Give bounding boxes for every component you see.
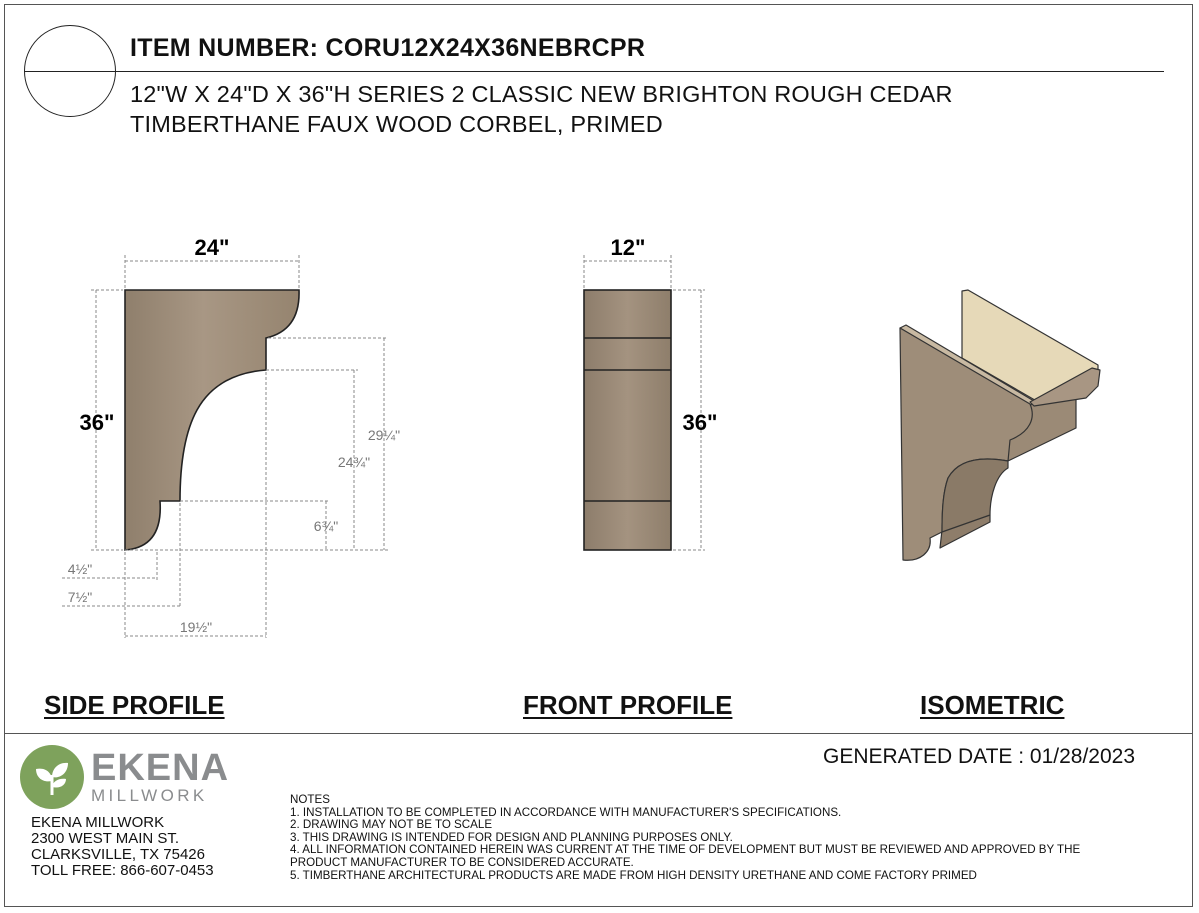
side-dim-24: 24¾" — [337, 454, 371, 470]
generated-date: GENERATED DATE : 01/28/2023 — [823, 745, 1136, 768]
notes-block — [290, 794, 1080, 882]
address-line-2: 2300 WEST MAIN ST. — [31, 830, 180, 847]
isometric-label: ISOMETRIC — [920, 690, 1065, 720]
note-4-continued: PRODUCT MANUFACTURER TO BE CONSIDERED ACCURATE. — [290, 855, 634, 869]
side-dim-height: 36" — [79, 410, 115, 435]
side-dim-width: 24" — [194, 235, 230, 260]
side-profile-label: SIDE PROFILE — [44, 690, 225, 720]
logo-name: EKENA — [91, 747, 230, 789]
isometric-drawing — [900, 290, 1100, 560]
leaf-logo-icon — [20, 745, 84, 809]
notes-title: NOTES — [290, 793, 330, 806]
front-profile-drawing — [584, 235, 717, 550]
note-4: 4. ALL INFORMATION CONTAINED HEREIN WAS CURRENT AT THE TIME OF DEVELOPMENT BUT MUST BE REVIEWED AND APPROVED BY THE — [290, 843, 1081, 857]
front-dim-height: 36" — [682, 410, 718, 435]
side-dim-4: 4½" — [67, 561, 93, 577]
description-line-1: 12"W X 24"D X 36"H SERIES 2 CLASSIC NEW BRIGHTON ROUGH CEDAR — [130, 81, 953, 107]
address-line-4: TOLL FREE: 866-607-0453 — [31, 862, 214, 879]
side-dim-19: 19½" — [179, 619, 213, 635]
side-profile-shape — [125, 290, 299, 550]
note-2: 2. DRAWING MAY NOT BE TO SCALE — [290, 818, 493, 832]
side-dim-29: 29¼" — [367, 427, 401, 443]
item-number: ITEM NUMBER: CORU12X24X36NEBRCPR — [130, 34, 646, 62]
note-3: 3. THIS DRAWING IS INTENDED FOR DESIGN AND PLANNING PURPOSES ONLY. — [290, 830, 733, 844]
side-dim-6: 6¾" — [313, 518, 339, 534]
address-line-3: CLARKSVILLE, TX 75426 — [31, 846, 205, 863]
note-1: 1. INSTALLATION TO BE COMPLETED IN ACCORDANCE WITH MANUFACTURER'S SPECIFICATIONS. — [290, 805, 842, 819]
side-dim-7: 7½" — [67, 589, 93, 605]
footer-rule — [4, 733, 1193, 734]
front-profile-shape — [584, 290, 671, 550]
address-line-1: EKENA MILLWORK — [31, 814, 165, 831]
front-dim-width: 12" — [610, 235, 646, 260]
description-line-2: TIMBERTHANE FAUX WOOD CORBEL, PRIMED — [130, 111, 663, 137]
note-5: 5. TIMBERTHANE ARCHITECTURAL PRODUCTS ARE MADE FROM HIGH DENSITY URETHANE AND COME FACTORY PRIMED — [290, 868, 977, 882]
front-profile-label: FRONT PROFILE — [523, 690, 733, 720]
logo-subtitle: MILLWORK — [91, 786, 208, 805]
side-profile-drawing — [62, 235, 400, 638]
